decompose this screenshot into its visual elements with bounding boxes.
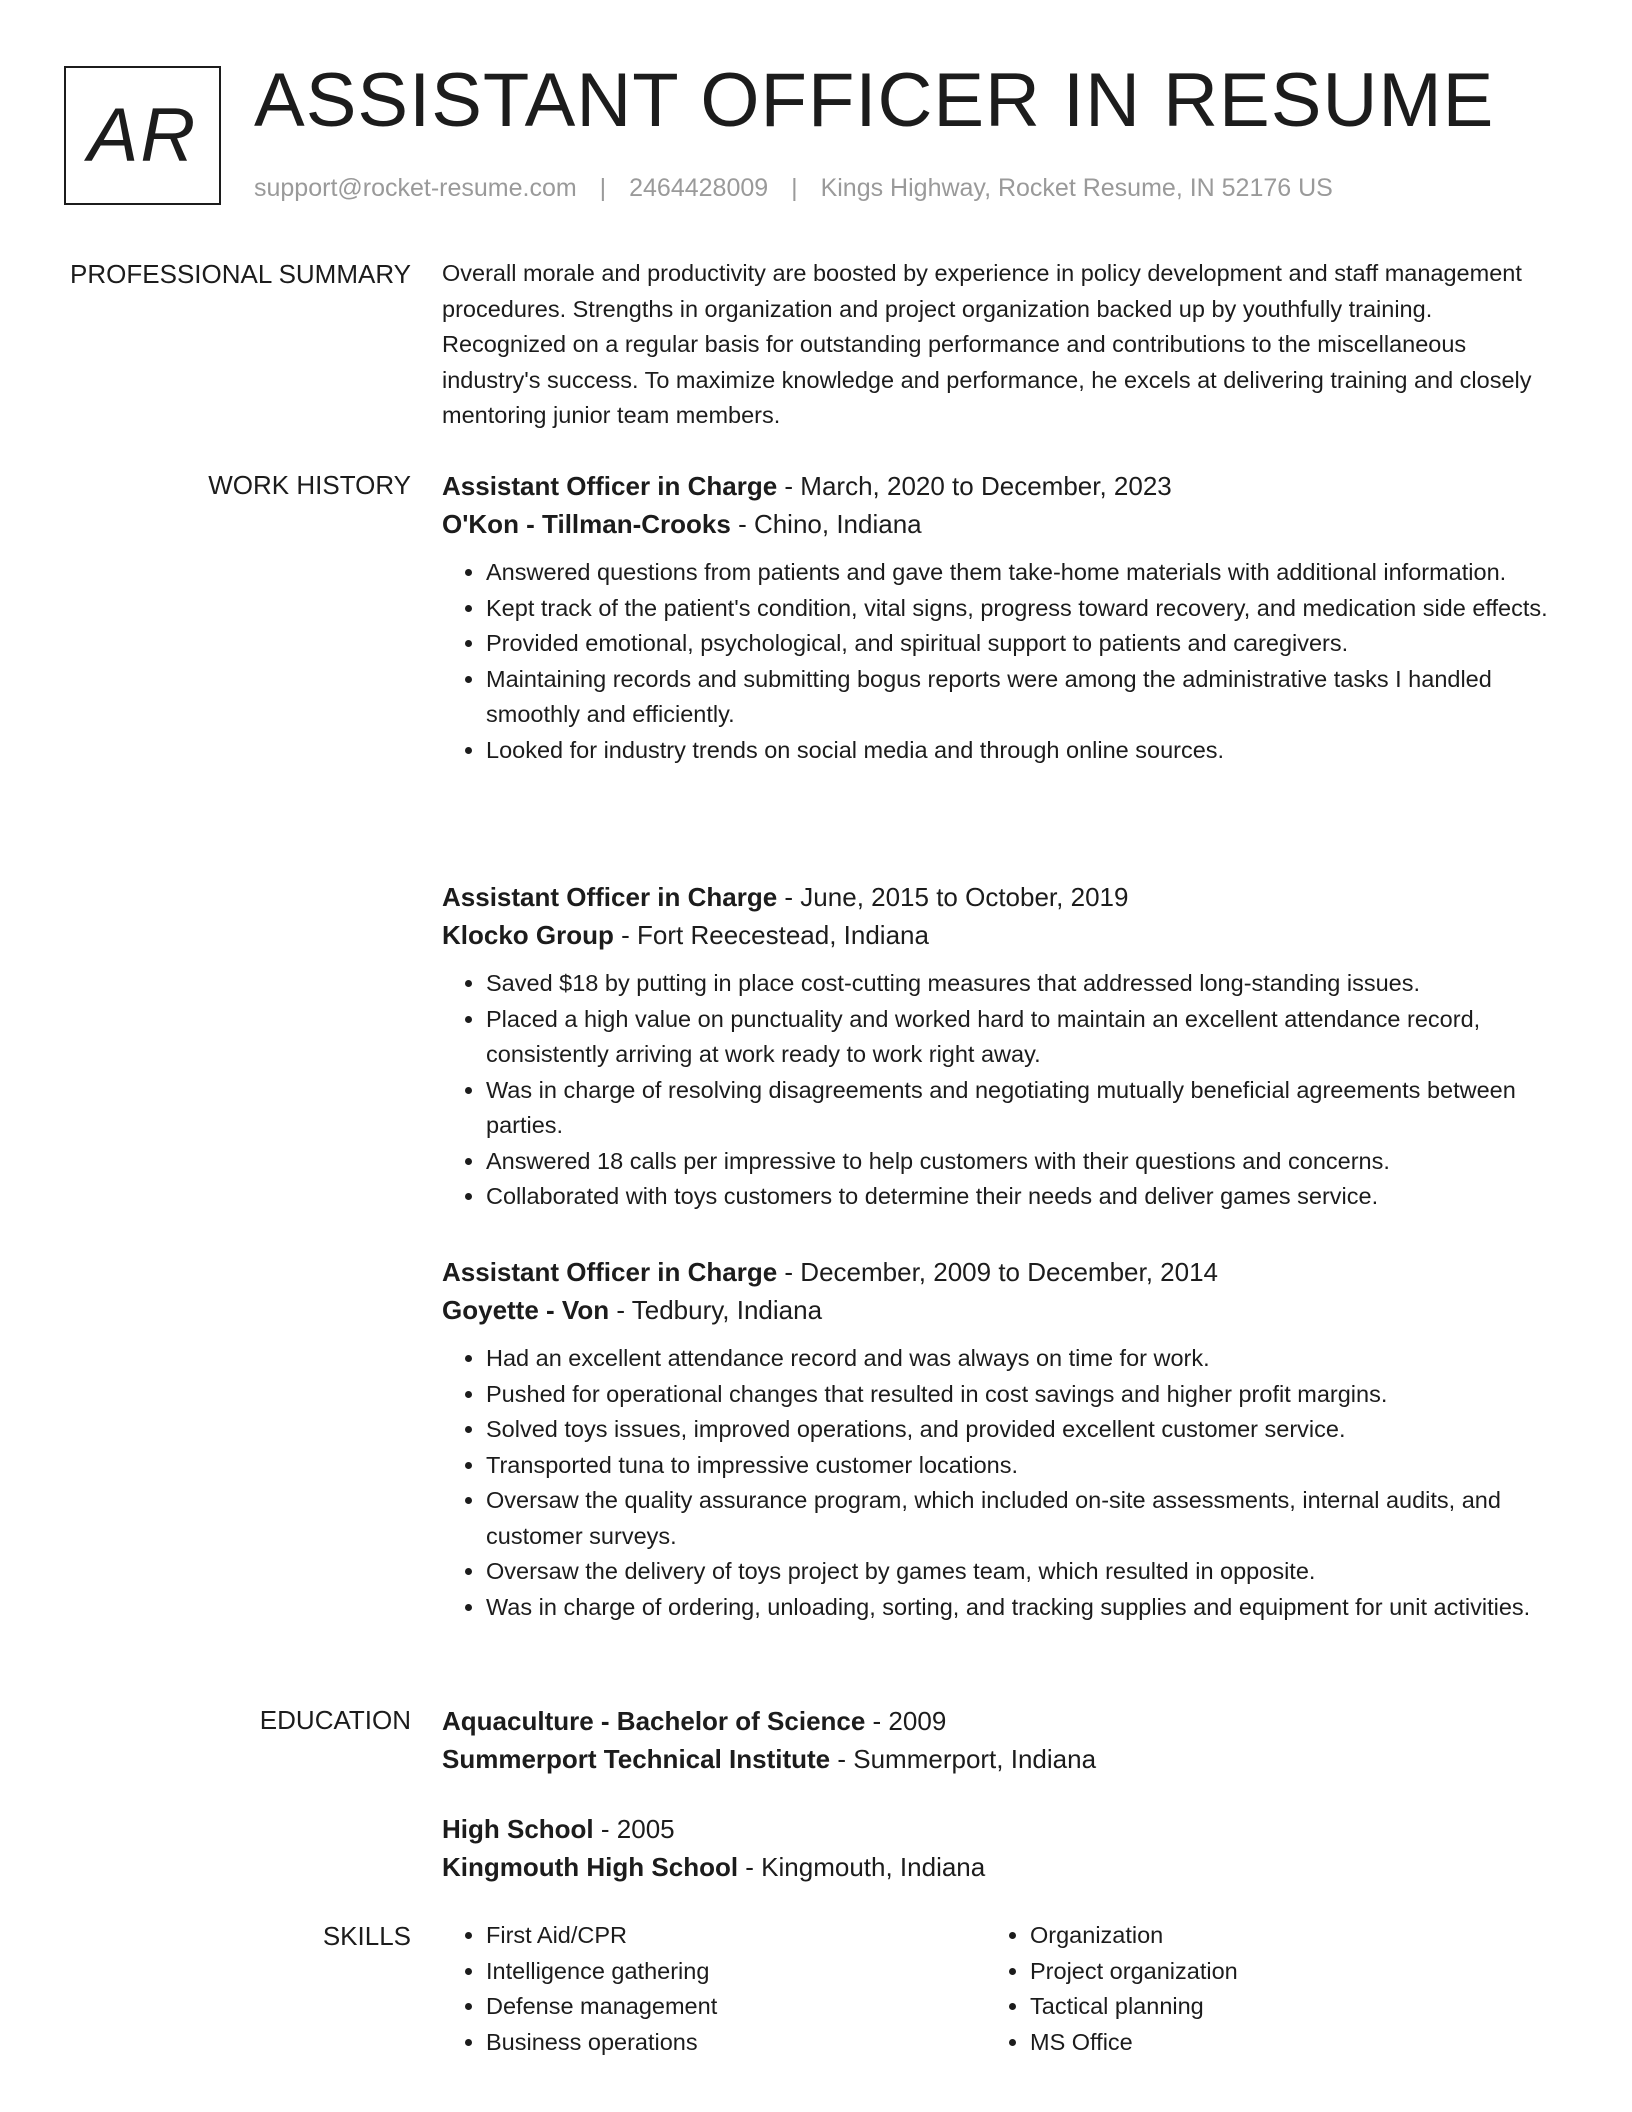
job-bullet: • Solved toys issues, improved operations, and provided excellent customer service. — [486, 1412, 1552, 1448]
skill-item: • Business operations — [486, 2025, 986, 2061]
job-bullet: • Had an excellent attendance record and was always on time for work. — [486, 1341, 1552, 1377]
education-entry — [442, 1702, 1552, 1778]
contact-address: Kings Highway, Rocket Resume, IN 52176 US — [820, 174, 1333, 202]
job-role: Assistant Officer in Charge — [442, 882, 778, 912]
job-company: Goyette - Von — [442, 1295, 610, 1325]
education-degree: Aquaculture - Bachelor of Science — [442, 1706, 866, 1736]
job-bullet: • Oversaw the quality assurance program, which included on-site assessments, internal audits, and customer surveys. — [486, 1483, 1552, 1554]
skill-item: • Intelligence gathering — [486, 1954, 986, 1990]
job-bullet: • Answered 18 calls per impressive to help customers with their questions and concerns. — [486, 1144, 1552, 1180]
job-bullet: • Looked for industry trends on social media and through online sources. — [486, 733, 1552, 769]
job-role: Assistant Officer in Charge — [442, 471, 778, 501]
education-year: - 2009 — [865, 1706, 947, 1736]
education-degree-line — [442, 1702, 1552, 1740]
skill-item: • MS Office — [1030, 2025, 1530, 2061]
contact-line — [254, 174, 1333, 203]
education-degree: High School — [442, 1814, 594, 1844]
job-company: Klocko Group — [442, 920, 614, 950]
section-title-skills: SKILLS — [322, 1921, 411, 1951]
job-bullet: • Was in charge of ordering, unloading, sorting, and tracking supplies and equipment for unit activities. — [486, 1590, 1552, 1626]
education-school: Summerport Technical Institute — [442, 1744, 831, 1774]
job-bullet: • Kept track of the patient's condition, vital signs, progress toward recovery, and medication side effects. — [486, 591, 1552, 627]
section-title-summary: PROFESSIONAL SUMMARY — [70, 259, 411, 289]
job-dates: - March, 2020 to December, 2023 — [777, 471, 1172, 501]
contact-phone: 2464428009 — [629, 174, 769, 202]
job-bullets — [442, 1341, 1552, 1625]
job-company-line — [442, 505, 1552, 543]
summary-text: Overall morale and productivity are boosted by experience in policy development and staff management procedures. Strengths in organization and project organization backed up by youthfully training. Recognized on a regular basis for outstanding performance and contributions to the miscellaneous industry's success. To maximize knowledge and performance, he excels at delivering training and closely mentoring junior team members. — [442, 260, 1532, 428]
job-title-line — [442, 878, 1552, 916]
job-company: O'Kon - Tillman-Crooks — [442, 509, 731, 539]
job-title-line — [442, 1253, 1552, 1291]
job-bullet: • Answered questions from patients and gave them take-home materials with additional information. — [486, 555, 1552, 591]
contact-separator: | — [599, 174, 607, 202]
job-role: Assistant Officer in Charge — [442, 1257, 778, 1287]
job-entry — [442, 467, 1552, 768]
job-bullets — [442, 966, 1552, 1215]
section-title-work-history: WORK HISTORY — [208, 470, 411, 500]
education-school-line — [442, 1740, 1552, 1778]
education-location: - Summerport, Indiana — [830, 1744, 1097, 1774]
job-entry — [442, 878, 1552, 1215]
monogram-initials: AR — [87, 93, 198, 178]
job-company-line — [442, 916, 1552, 954]
section-title-education: EDUCATION — [259, 1705, 411, 1735]
resume-title: ASSISTANT OFFICER IN RESUME — [254, 58, 1495, 143]
job-bullet: • Was in charge of resolving disagreements and negotiating mutually beneficial agreements between parties. — [486, 1073, 1552, 1144]
job-bullet: • Placed a high value on punctuality and worked hard to maintain an excellent attendance record, consistently arriving at work ready to work right away. — [486, 1002, 1552, 1073]
job-title-line — [442, 467, 1552, 505]
education-entry — [442, 1810, 1552, 1886]
job-bullets — [442, 555, 1552, 768]
skill-item: • Tactical planning — [1030, 1989, 1530, 2025]
skills-columns — [442, 1918, 1552, 2060]
job-entry — [442, 1253, 1552, 1625]
job-bullet: • Oversaw the delivery of toys project by games team, which resulted in opposite. — [486, 1554, 1552, 1590]
education-school-line — [442, 1848, 1552, 1886]
job-location: - Tedbury, Indiana — [609, 1295, 823, 1325]
skill-item: • Defense management — [486, 1989, 986, 2025]
contact-separator: | — [791, 174, 798, 202]
job-bullet: • Pushed for operational changes that resulted in cost savings and higher profit margins. — [486, 1377, 1552, 1413]
skill-item: • First Aid/CPR — [486, 1918, 986, 1954]
job-bullet: • Collaborated with toys customers to determine their needs and deliver games service. — [486, 1179, 1552, 1215]
education-degree-line — [442, 1810, 1552, 1848]
education-location: - Kingmouth, Indiana — [738, 1852, 986, 1882]
monogram-box — [64, 66, 221, 205]
contact-email: support@rocket-resume.com — [254, 174, 577, 202]
job-bullet: • Maintaining records and submitting bogus reports were among the administrative tasks I handled smoothly and efficiently. — [486, 662, 1552, 733]
skills-list-right — [986, 1918, 1530, 2060]
job-bullet: • Transported tuna to impressive customer locations. — [486, 1448, 1552, 1484]
skills-list-left — [442, 1918, 986, 2060]
job-bullet: • Saved $18 by putting in place cost-cutting measures that addressed long-standing issues. — [486, 966, 1552, 1002]
skill-item: • Organization — [1030, 1918, 1530, 1954]
job-company-line — [442, 1291, 1552, 1329]
job-dates: - December, 2009 to December, 2014 — [777, 1257, 1219, 1287]
job-dates: - June, 2015 to October, 2019 — [777, 882, 1129, 912]
education-school: Kingmouth High School — [442, 1852, 739, 1882]
job-location: - Fort Reecestead, Indiana — [613, 920, 929, 950]
education-year: - 2005 — [593, 1814, 675, 1844]
job-bullet: • Provided emotional, psychological, and spiritual support to patients and caregivers. — [486, 626, 1552, 662]
skill-item: • Project organization — [1030, 1954, 1530, 1990]
job-location: - Chino, Indiana — [730, 509, 922, 539]
